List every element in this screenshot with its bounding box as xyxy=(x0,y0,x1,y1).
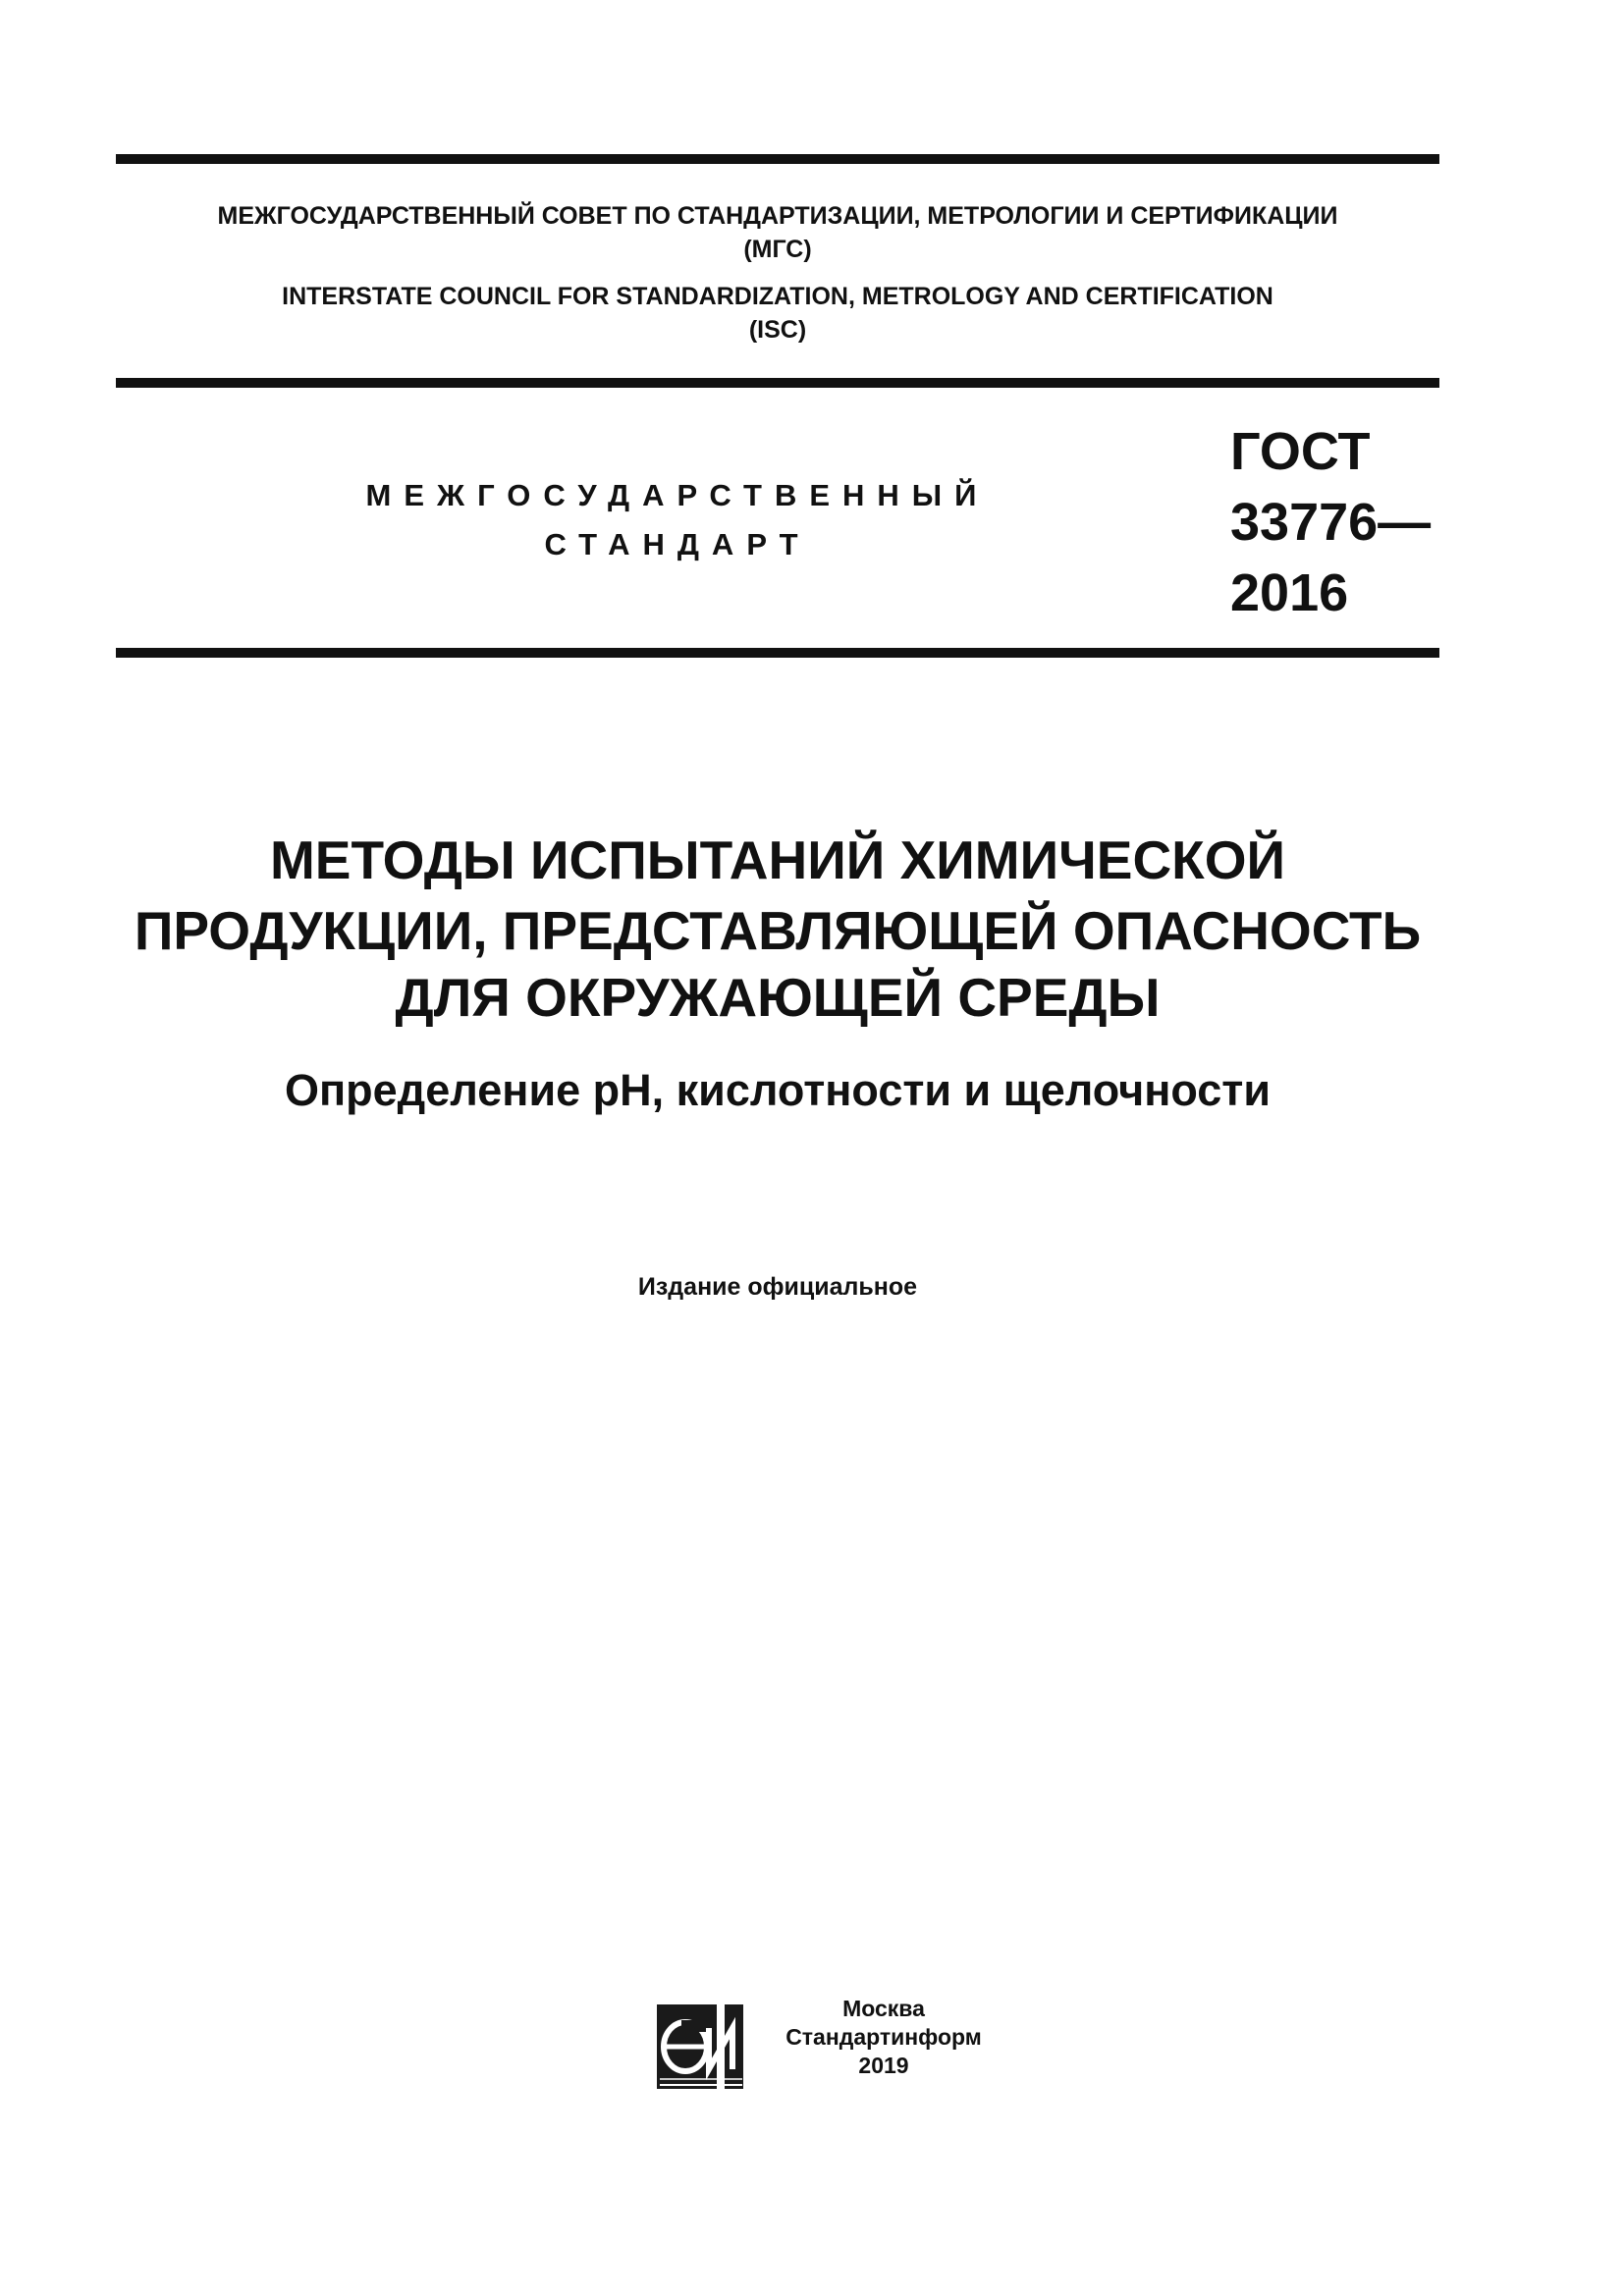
title-line-3: ДЛЯ ОКРУЖАЮЩЕЙ СРЕДЫ xyxy=(395,967,1161,1028)
publisher-name: Стандартинформ xyxy=(785,2024,982,2050)
standartinform-logo-icon xyxy=(656,2001,754,2093)
subtitle: Определение pH, кислотности и щелочности xyxy=(284,1065,1272,1115)
publisher-year: 2019 xyxy=(858,2053,909,2078)
council-en-abbr: (ISC) xyxy=(748,316,807,344)
gost-year: 2016 xyxy=(1230,563,1349,622)
gost-number: 33776— xyxy=(1230,493,1432,552)
standard-kind-line1: МЕЖГОСУДАРСТВЕННЫЙ xyxy=(365,478,990,512)
standard-kind-line2: СТАНДАРТ xyxy=(544,527,811,561)
council-ru-abbr: (МГС) xyxy=(743,236,812,263)
top-rule xyxy=(116,154,1439,164)
title-line-1: МЕТОДЫ ИСПЫТАНИЙ ХИМИЧЕСКОЙ xyxy=(269,829,1286,890)
designation-bottom-rule xyxy=(116,648,1439,658)
title-line-2: ПРОДУКЦИИ, ПРЕДСТАВЛЯЮЩЕЙ ОПАСНОСТЬ xyxy=(134,900,1422,961)
publisher-city: Москва xyxy=(842,1996,925,2021)
council-ru: МЕЖГОСУДАРСТВЕННЫЙ СОВЕТ ПО СТАНДАРТИЗАЦИИ, МЕТРОЛОГИИ И СЕРТИФИКАЦИИ xyxy=(217,202,1338,230)
council-en: INTERSTATE COUNCIL FOR STANDARDIZATION, METROLOGY AND CERTIFICATION xyxy=(282,283,1273,310)
edition-label: Издание официальное xyxy=(637,1273,918,1301)
publisher-block xyxy=(756,1995,1011,2080)
council-bottom-rule xyxy=(116,378,1439,388)
gost-label: ГОСТ xyxy=(1230,422,1371,481)
